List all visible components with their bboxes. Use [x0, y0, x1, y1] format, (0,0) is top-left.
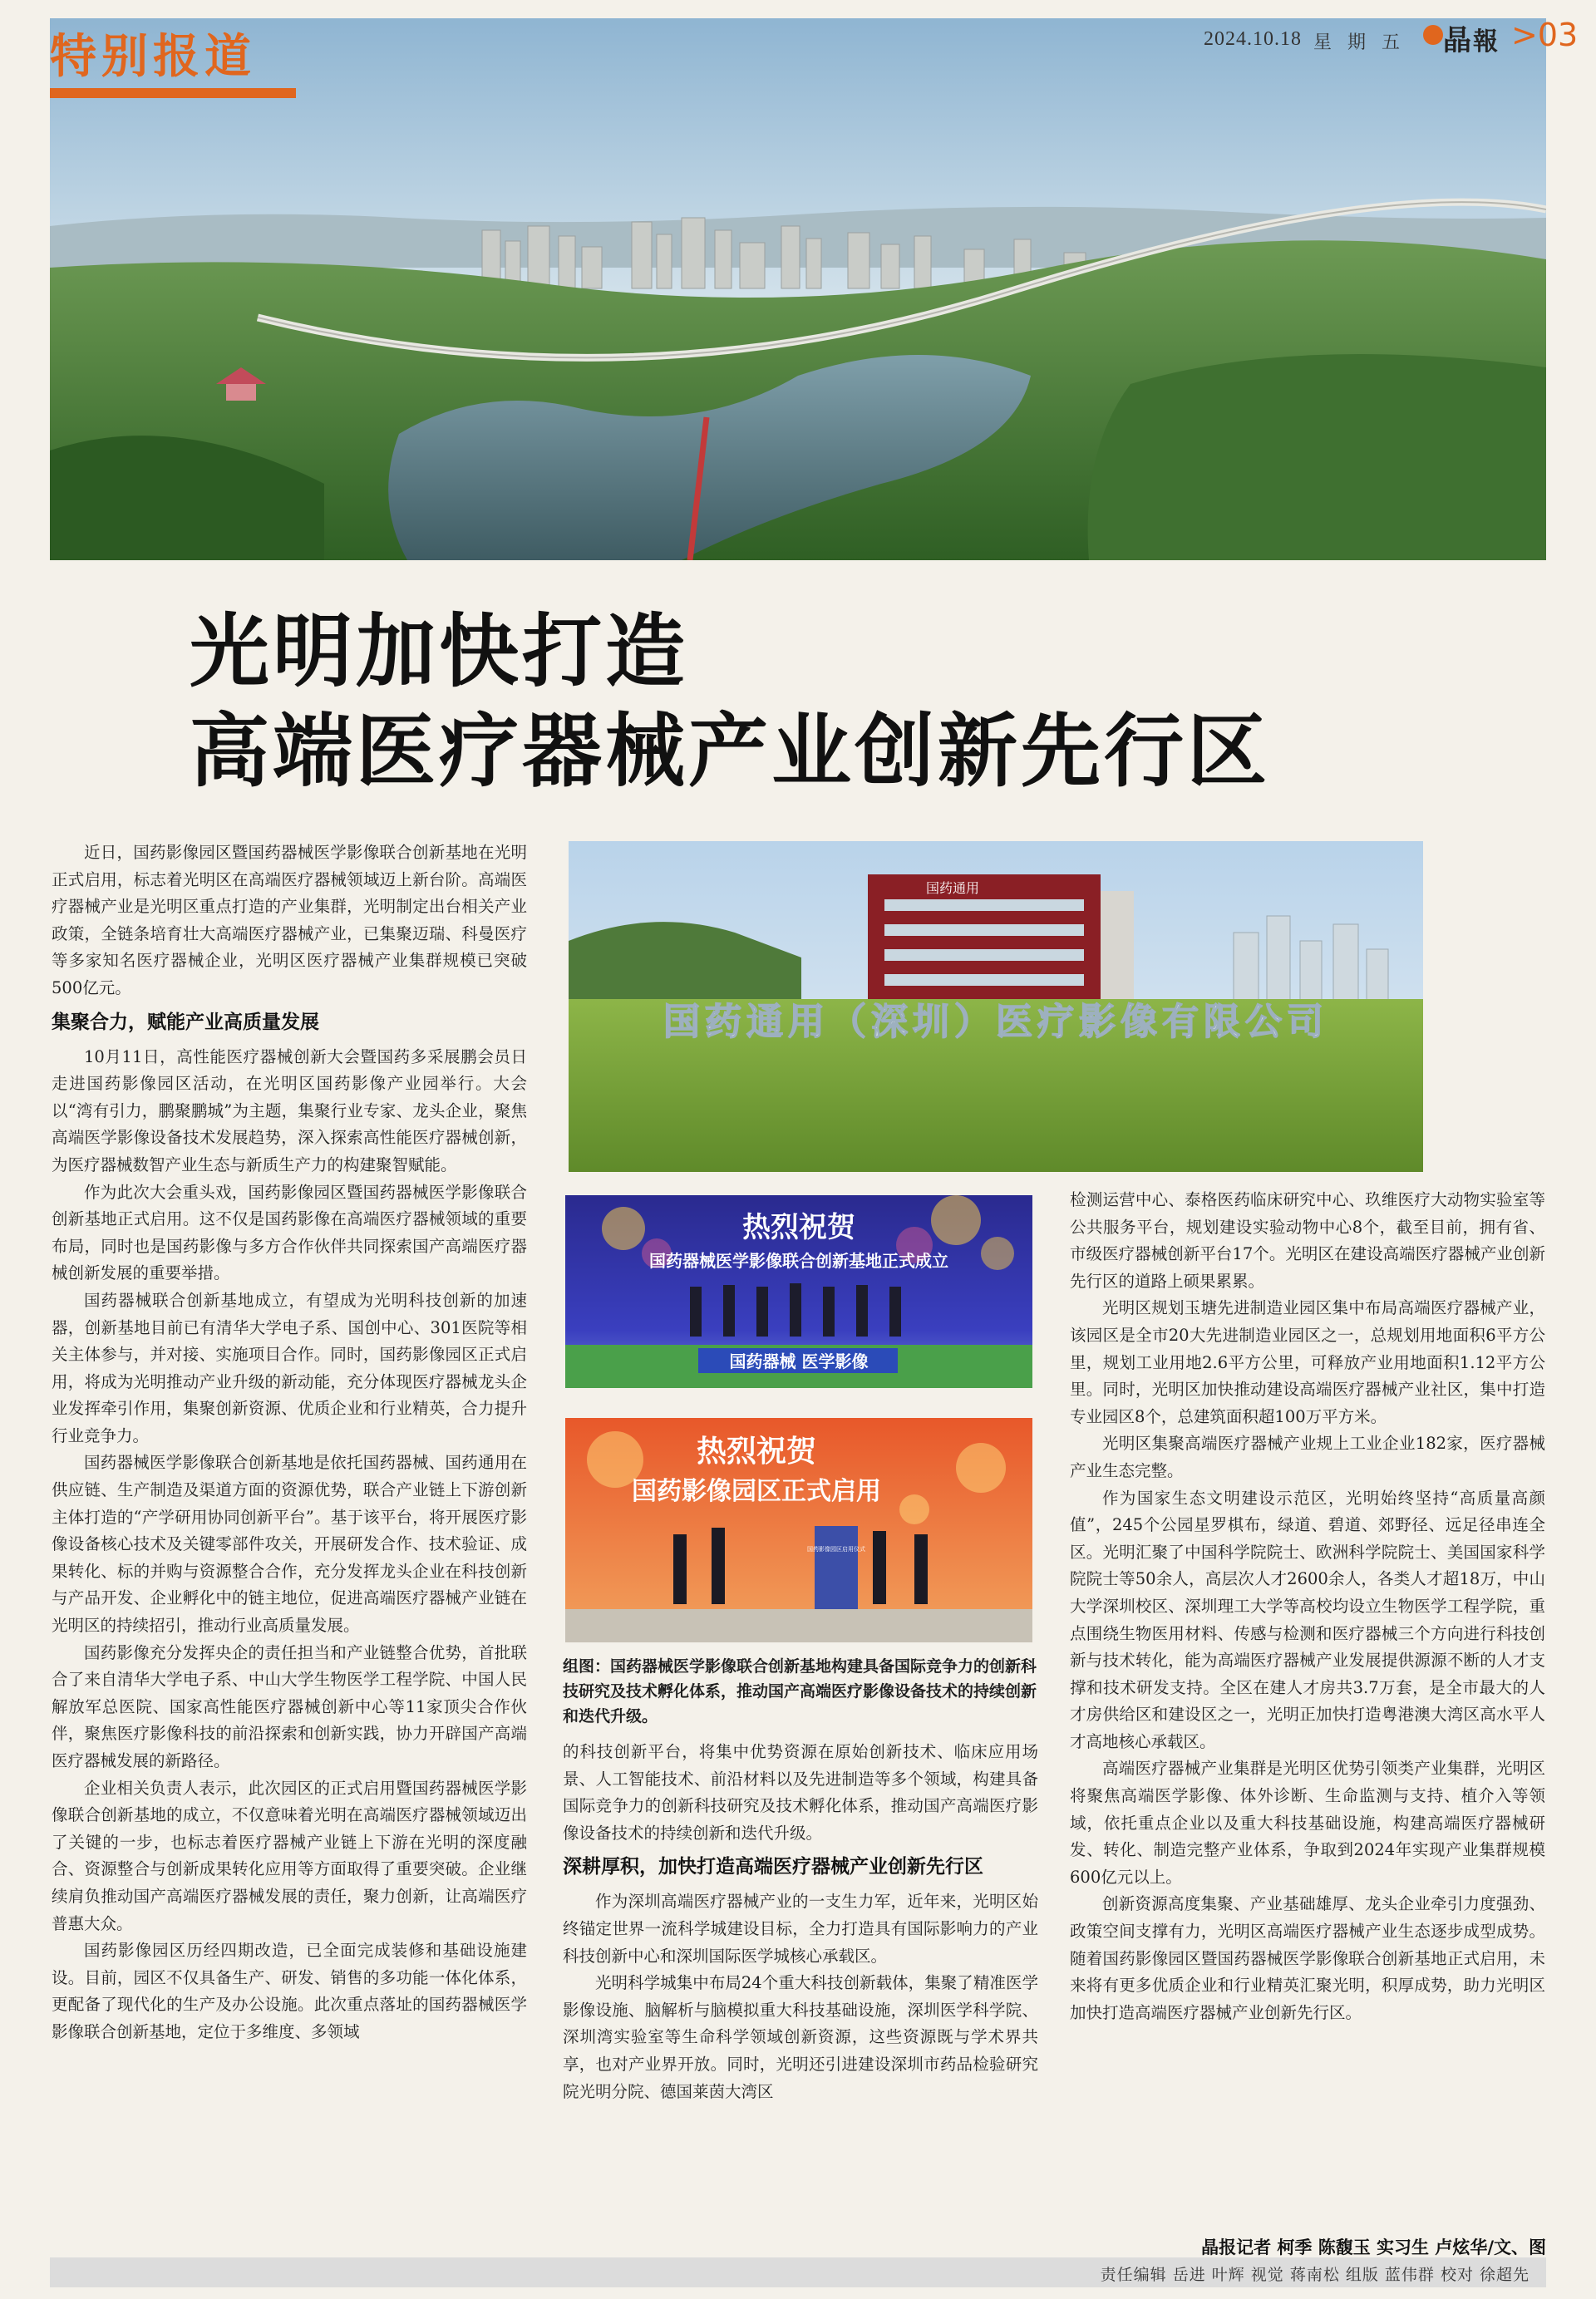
- paragraph: 国药器械联合创新基地成立，有望成为光明科技创新的加速器，创新基地目前已有清华大学电子系、国创中心、301医院等相关主体参与，并对接、实施项目合作。同时，国药影像园区正式启用，将成为光明推动产业升级的新动能，充分体现医疗器械龙头企业发挥牵引作用，集聚创新资源、优质企业和行业精英，合力提升行业竞争力。: [52, 1290, 527, 1445]
- footer-credits: 责任编辑 岳进 叶辉 视觉 蒋南松 组版 蓝伟群 校对 徐超先: [1100, 2266, 1530, 2284]
- event2-plaque: 国药影像园区启用仪式: [807, 1546, 865, 1553]
- issue-weekday: 星 期 五: [1313, 32, 1405, 53]
- building-sign: 国药通用: [926, 880, 980, 896]
- headline-line-1: 光明加快打造: [190, 604, 688, 698]
- paragraph: 企业相关负责人表示，此次园区的正式启用暨国药器械医学影像联合创新基地的成立，不仅意味着光明在高端医疗器械领域迈出了关键的一步，也标志着医疗器械产业链上下游在光明的深度融合、资源整合与创新成果转化应用等方面取得了重要突破。企业继续肩负推动国产高端医疗器械发展的责任，聚力创新，让高端医疗普惠大众。: [52, 1778, 527, 1933]
- event1-bottom-label: 国药器械 医学影像: [729, 1351, 869, 1371]
- hero-aerial-photo: [50, 18, 1546, 560]
- section-rule: [50, 88, 296, 98]
- article-column-1: [52, 839, 527, 2046]
- article-column-3: [1070, 1187, 1545, 2026]
- article-column-2: [563, 1739, 1038, 2105]
- paragraph: 光明区集聚高端医疗器械产业规上工业企业182家，医疗器械产业生态完整。: [1070, 1434, 1545, 1480]
- newspaper-logo: [1418, 20, 1505, 58]
- subheading-1: 集聚合力，赋能产业高质量发展: [52, 1011, 319, 1033]
- event1-banner-top: 热烈祝贺: [742, 1211, 855, 1244]
- event2-banner-top: 热烈祝贺: [696, 1435, 817, 1469]
- section-tag: 特别报道: [50, 30, 256, 84]
- headline: [190, 602, 1270, 801]
- headline-line-2: 高端医疗器械产业创新先行区: [190, 704, 1270, 798]
- paragraph: 作为此次大会重头戏，国药影像园区暨国药器械医学影像联合创新基地正式启用。这不仅是国药影像在高端医疗器械领域的重要布局，同时也是国药影像与多方合作伙伴共同探索国产高端医疗器械创新发展的重要举措。: [52, 1182, 527, 1283]
- campus-sign: 国药通用（深圳）医疗影像有限公司: [663, 1001, 1328, 1043]
- issue-date: 2024.10.18: [1204, 28, 1302, 50]
- paragraph: 国药影像园区历经四期改造，已全面完成装修和基础设施建设。目前，园区不仅具备生产、研发、销售的多功能一体化体系，更配备了现代化的生产及办公设施。此次重点落址的国药器械医学影像联合创新基地，定位于多维度、多领域: [52, 1941, 527, 2041]
- paragraph: 高端医疗器械产业集群是光明区优势引领类产业集群，光明区将聚焦高端医学影像、体外诊断、生命监测与支持、植介入等领域，依托重点企业以及重大科技基础设施，构建高端医疗器械研发、转化、制造完整产业体系，争取到2024年实现产业集群规模600亿元以上。: [1070, 1759, 1545, 1887]
- paragraph: 国药影像充分发挥央企的责任担当和产业链整合优势，首批联合了来自清华大学电子系、中山大学生物医学工程学院、中国人民解放军总医院、国家高性能医疗器械创新中心等11家顶尖合作伙伴，聚焦医疗影像科技的前沿探索和创新实践，协力开辟国产高端医疗器械发展的新路径。: [52, 1642, 527, 1770]
- paragraph: 作为国家生态文明建设示范区，光明始终坚持“高质量高颜值”，245个公园星罗棋布，绿道、碧道、郊野径、远足径串连全区。光明汇聚了中国科学院院士、欧洲科学院院士、美国国家科学院院士等50余人，高层次人才2600余人，各类人才超18万，中山大学深圳校区、深圳理工大学等高校均设立生物医学工程学院，重点围绕生物医用材料、传感与检测和医疗器械三个方向进行科技创新与技术转化，能为高端医疗器械产业发展提供源源不断的人才支撑和技术研发支持。全区在建人才房共3.7万套，是全市最大的人才房供给区和建设区之一，光明正加快打造粤港澳大湾区高水平人才高地核心承载区。: [1070, 1488, 1545, 1751]
- event-photo-1: [565, 1195, 1032, 1388]
- campus-photo: [569, 841, 1423, 1172]
- paragraph: 国药器械医学影像联合创新基地是依托国药器械、国药通用在供应链、生产制造及渠道方面的资源优势，联合产业链上下游创新主体打造的“产学研用协同创新平台”。基于该平台，将开展医疗影像设备核心技术及关键零部件攻关，开展研发合作、技术验证、成果转化、标的并购与资源整合合作，充分发挥龙头企业在科技创新与产品开发、企业孵化中的链主地位，促进高端医疗器械产业链在光明区的持续招引，推动行业高质量发展。: [52, 1453, 527, 1636]
- page-number: >03: [1511, 17, 1579, 53]
- paragraph: 光明科学城集中布局24个重大科技创新载体，集聚了精准医学影像设施、脑解析与脑模拟重大科技基础设施，深圳医学科学院、深圳湾实验室等生命科学领域创新资源，这些资源既与学术界共享，也对产业界开放。同时，光明还引进建设深圳市药品检验研究院光明分院、德国莱茵大湾区: [563, 1973, 1038, 2101]
- paragraph: 的科技创新平台，将集中优势资源在原始创新技术、临床应用场景、人工智能技术、前沿材料以及先进制造等多个领域，构建具备国际竞争力的创新科技研究及技术孵化体系，推动国产高端医疗影像设备技术的持续创新和迭代升级。: [563, 1742, 1038, 1843]
- paragraph: 光明区规划玉塘先进制造业园区集中布局高端医疗器械产业，该园区是全市20大先进制造业园区之一，总规划用地面积6平方公里，规划工业用地2.6平方公里，可释放产业用地面积1.12平方公里。同时，光明区加快推动建设高端医疗器械产业社区，集中打造专业园区8个，总建筑面积超100万平方米。: [1070, 1298, 1545, 1426]
- paragraph: 创新资源高度集聚、产业基础雄厚、龙头企业牵引力度强劲、政策空间支撑有力，光明区高端医疗器械产业生态逐步成型成势。随着国药影像园区暨国药器械医学影像联合创新基地正式启用，未来将有更多优质企业和行业精英汇聚光明，积厚成势，助力光明区加快打造高端医疗器械产业创新先行区。: [1070, 1894, 1545, 2022]
- svg-text:報: 報: [1473, 27, 1498, 57]
- paragraph: 检测运营中心、泰格医药临床研究中心、玖维医疗大动物实验室等公共服务平台，规划建设实验动物中心8个，截至目前，拥有省、市级医疗器械创新平台17个。光明区在建设高端医疗器械产业创新先行区的道路上硕果累累。: [1070, 1190, 1545, 1291]
- subheading-2: 深耕厚积，加快打造高端医疗器械产业创新先行区: [563, 1856, 983, 1878]
- svg-text:晶: 晶: [1443, 24, 1471, 57]
- event2-banner-sub: 国药影像园区正式启用: [632, 1477, 881, 1506]
- paragraph: 10月11日，高性能医疗器械创新大会暨国药多采展鹏会员日走进国药影像园区活动，在光明区国药影像产业园举行。大会以“湾有引力，鹏聚鹏城”为主题，集聚行业专家、龙头企业，聚焦高端医学影像设备技术发展趋势，深入探索高性能医疗器械创新，为医疗器械数智产业生态与新质生产力的构建聚智赋能。: [52, 1046, 527, 1174]
- photo-caption: 组图：国药器械医学影像联合创新基地构建具备国际竞争力的创新科技研究及技术孵化体系，推动国产高端医疗影像设备技术的持续创新和迭代升级。: [563, 1657, 1037, 1725]
- footer-bar: [50, 2257, 1546, 2287]
- event1-banner-sub: 国药器械医学影像联合创新基地正式成立: [649, 1251, 948, 1271]
- paragraph: 近日，国药影像园区暨国药器械医学影像联合创新基地在光明正式启用，标志着光明区在高端医疗器械领域迈上新台阶。高端医疗器械产业是光明区重点打造的产业集群，光明制定出台相关产业政策，全链条培育壮大高端医疗器械产业，已集聚迈瑞、科曼医疗等多家知名医疗器械企业，光明区医疗器械产业集群规模已突破500亿元。: [52, 843, 527, 997]
- byline: 晶报记者 柯季 陈馥玉 实习生 卢炫华/文、图: [1201, 2237, 1546, 2257]
- paragraph: 作为深圳高端医疗器械产业的一支生力军，近年来，光明区始终锚定世界一流科学城建设目标，全力打造具有国际影响力的产业科技创新中心和深圳国际医学城核心承载区。: [563, 1892, 1038, 1966]
- event-photo-2: [565, 1418, 1032, 1642]
